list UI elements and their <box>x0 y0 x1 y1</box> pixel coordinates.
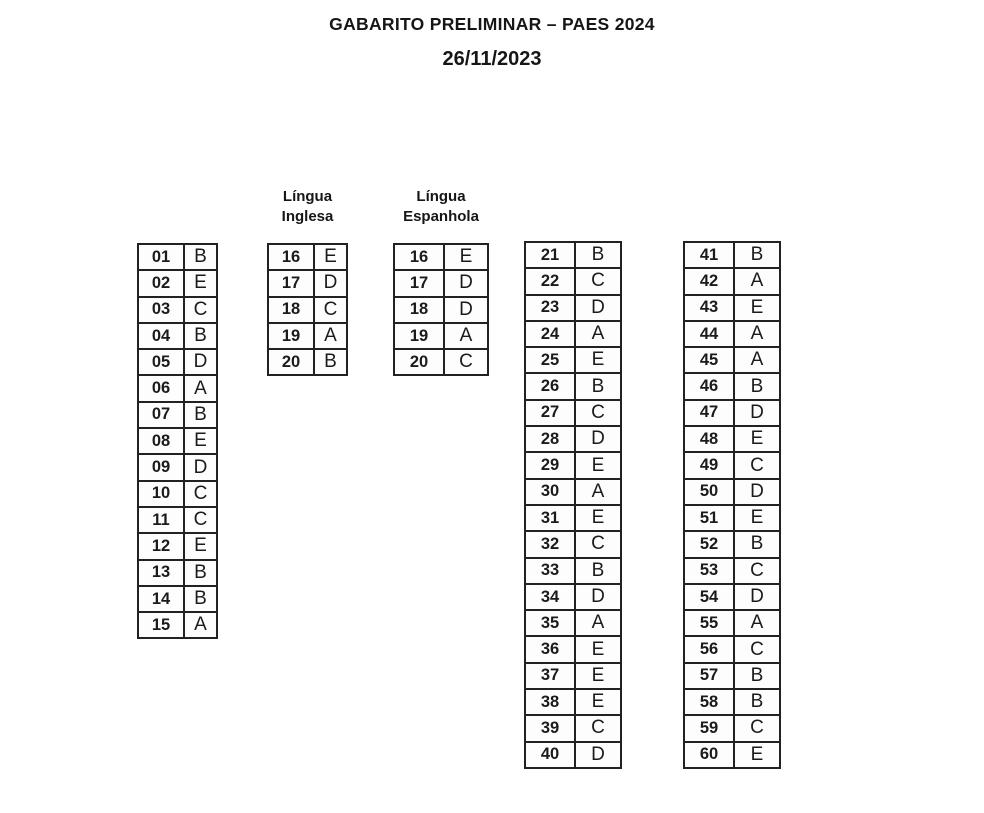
answer-row <box>525 373 621 399</box>
question-number: 54 <box>684 584 734 610</box>
answer-row <box>268 349 347 375</box>
answer-row <box>525 505 621 531</box>
answer-letter: D <box>575 742 621 768</box>
answer-letter: A <box>734 321 780 347</box>
lingua-inglesa-table <box>267 243 348 376</box>
answer-letter: D <box>734 400 780 426</box>
answer-row <box>138 402 217 428</box>
answer-row <box>138 586 217 612</box>
answer-row <box>138 560 217 586</box>
answer-letter: E <box>575 505 621 531</box>
answers-table-01-15-section <box>137 243 218 639</box>
page-date: 26/11/2023 <box>442 48 542 70</box>
question-number: 18 <box>394 297 444 323</box>
answer-letter: E <box>184 270 217 296</box>
question-number: 25 <box>525 347 575 373</box>
answer-letter: C <box>575 715 621 741</box>
lingua-espanhola-table <box>393 243 489 376</box>
question-number: 48 <box>684 426 734 452</box>
answer-row <box>138 454 217 480</box>
answers-table-41-60-section <box>683 241 781 769</box>
question-number: 33 <box>525 558 575 584</box>
question-number: 06 <box>138 375 184 401</box>
question-number: 29 <box>525 452 575 478</box>
question-number: 46 <box>684 373 734 399</box>
answer-letter: D <box>444 297 488 323</box>
language-header-line: Língua <box>282 188 333 205</box>
answer-letter: A <box>575 479 621 505</box>
question-number: 17 <box>394 270 444 296</box>
answer-letter: E <box>314 244 347 270</box>
question-number: 19 <box>268 323 314 349</box>
question-number: 56 <box>684 636 734 662</box>
question-number: 53 <box>684 558 734 584</box>
answer-letter: B <box>734 242 780 268</box>
answer-letter: A <box>734 268 780 294</box>
answer-row <box>525 426 621 452</box>
question-number: 27 <box>525 400 575 426</box>
answer-row <box>684 452 780 478</box>
answer-row <box>684 742 780 768</box>
answer-row <box>525 295 621 321</box>
question-number: 09 <box>138 454 184 480</box>
answer-letter: E <box>575 689 621 715</box>
answer-row <box>684 584 780 610</box>
answer-row <box>684 689 780 715</box>
answer-letter: C <box>444 349 488 375</box>
answer-row <box>525 558 621 584</box>
answer-letter: D <box>575 584 621 610</box>
answer-letter: C <box>314 297 347 323</box>
answer-row <box>138 323 217 349</box>
answer-letter: A <box>314 323 347 349</box>
question-number: 24 <box>525 321 575 347</box>
question-number: 03 <box>138 297 184 323</box>
question-number: 02 <box>138 270 184 296</box>
answer-row <box>684 636 780 662</box>
question-number: 15 <box>138 612 184 638</box>
answer-row <box>138 612 217 638</box>
question-number: 22 <box>525 268 575 294</box>
answer-letter: B <box>184 323 217 349</box>
question-number: 52 <box>684 531 734 557</box>
answer-letter: A <box>575 321 621 347</box>
answer-letter: D <box>184 454 217 480</box>
answer-row <box>684 373 780 399</box>
question-number: 44 <box>684 321 734 347</box>
answer-row <box>525 584 621 610</box>
answer-row <box>684 426 780 452</box>
answer-letter: E <box>575 452 621 478</box>
question-number: 40 <box>525 742 575 768</box>
answer-letter: A <box>734 610 780 636</box>
question-number: 12 <box>138 533 184 559</box>
answer-letter: C <box>734 636 780 662</box>
answer-letter: E <box>184 533 217 559</box>
question-number: 21 <box>525 242 575 268</box>
answer-row <box>525 242 621 268</box>
question-number: 37 <box>525 663 575 689</box>
language-header-line: Inglesa <box>281 207 334 225</box>
answer-row <box>684 400 780 426</box>
question-number: 11 <box>138 507 184 533</box>
answer-row <box>684 505 780 531</box>
question-number: 47 <box>684 400 734 426</box>
question-number: 43 <box>684 295 734 321</box>
answer-row <box>525 531 621 557</box>
answer-letter: C <box>184 297 217 323</box>
answer-row <box>684 479 780 505</box>
answer-letter: C <box>734 452 780 478</box>
question-number: 59 <box>684 715 734 741</box>
lingua-espanhola-header <box>393 187 489 226</box>
answer-row <box>268 244 347 270</box>
question-number: 58 <box>684 689 734 715</box>
answer-letter: C <box>734 715 780 741</box>
answer-letter: A <box>184 612 217 638</box>
answer-letter: E <box>184 428 217 454</box>
answer-letter: B <box>184 402 217 428</box>
answer-row <box>138 244 217 270</box>
question-number: 36 <box>525 636 575 662</box>
question-number: 05 <box>138 349 184 375</box>
answer-row <box>684 715 780 741</box>
answer-row <box>684 242 780 268</box>
answer-row <box>138 297 217 323</box>
answer-letter: B <box>184 586 217 612</box>
answer-letter: B <box>575 373 621 399</box>
answer-letter: C <box>575 531 621 557</box>
answer-letter: D <box>575 426 621 452</box>
answer-row <box>684 558 780 584</box>
question-number: 49 <box>684 452 734 478</box>
question-number: 20 <box>394 349 444 375</box>
answer-row <box>138 533 217 559</box>
answer-row <box>138 481 217 507</box>
answer-letter: B <box>734 689 780 715</box>
answer-row <box>525 321 621 347</box>
answers-table-21-40 <box>524 241 622 769</box>
answer-row <box>394 244 488 270</box>
answer-row <box>525 715 621 741</box>
answers-table-21-40-section <box>524 241 622 769</box>
question-number: 41 <box>684 242 734 268</box>
answer-letter: B <box>575 558 621 584</box>
answer-letter: E <box>444 244 488 270</box>
question-number: 31 <box>525 505 575 531</box>
question-number: 10 <box>138 481 184 507</box>
answer-row <box>394 323 488 349</box>
question-number: 50 <box>684 479 734 505</box>
answer-row <box>684 610 780 636</box>
answer-row <box>684 321 780 347</box>
answer-letter: D <box>314 270 347 296</box>
lingua-inglesa-section <box>267 188 348 376</box>
question-number: 20 <box>268 349 314 375</box>
question-number: 07 <box>138 402 184 428</box>
language-header-line: Espanhola <box>403 207 479 225</box>
answers-table-41-60 <box>683 241 781 769</box>
answer-letter: C <box>575 400 621 426</box>
question-number: 01 <box>138 244 184 270</box>
answer-letter: B <box>184 560 217 586</box>
answer-letter: E <box>734 295 780 321</box>
question-number: 04 <box>138 323 184 349</box>
answer-letter: D <box>734 479 780 505</box>
question-number: 14 <box>138 586 184 612</box>
question-number: 42 <box>684 268 734 294</box>
answer-row <box>394 349 488 375</box>
answer-letter: E <box>734 426 780 452</box>
question-number: 16 <box>268 244 314 270</box>
answer-row <box>684 295 780 321</box>
question-number: 23 <box>525 295 575 321</box>
question-number: 19 <box>394 323 444 349</box>
answer-row <box>525 479 621 505</box>
question-number: 32 <box>525 531 575 557</box>
answer-row <box>394 297 488 323</box>
answer-letter: B <box>734 663 780 689</box>
question-number: 30 <box>525 479 575 505</box>
lingua-inglesa-header <box>267 187 348 226</box>
answer-row <box>684 663 780 689</box>
answer-row <box>525 347 621 373</box>
answer-letter: E <box>734 742 780 768</box>
answer-row <box>138 270 217 296</box>
answer-row <box>525 742 621 768</box>
answer-letter: B <box>575 242 621 268</box>
answer-row <box>525 610 621 636</box>
answer-letter: B <box>734 531 780 557</box>
answer-row <box>138 428 217 454</box>
answer-letter: A <box>444 323 488 349</box>
answer-letter: D <box>734 584 780 610</box>
answer-letter: B <box>314 349 347 375</box>
answer-row <box>268 297 347 323</box>
answer-row <box>684 531 780 557</box>
question-number: 51 <box>684 505 734 531</box>
answer-row <box>138 507 217 533</box>
answer-letter: C <box>575 268 621 294</box>
answer-row <box>138 349 217 375</box>
page-title: GABARITO PRELIMINAR – PAES 2024 <box>329 14 655 34</box>
answer-letter: D <box>575 295 621 321</box>
answer-row <box>138 375 217 401</box>
lingua-espanhola-section <box>393 188 489 376</box>
question-number: 08 <box>138 428 184 454</box>
question-number: 26 <box>525 373 575 399</box>
answer-letter: B <box>184 244 217 270</box>
answer-letter: C <box>734 558 780 584</box>
question-number: 60 <box>684 742 734 768</box>
answer-row <box>525 636 621 662</box>
answers-table-01-15 <box>137 243 218 639</box>
answer-row <box>394 270 488 296</box>
answer-letter: A <box>575 610 621 636</box>
answer-letter: E <box>734 505 780 531</box>
answer-row <box>268 270 347 296</box>
question-number: 28 <box>525 426 575 452</box>
answer-row <box>684 268 780 294</box>
answer-row <box>684 347 780 373</box>
answer-row <box>268 323 347 349</box>
answer-row <box>525 452 621 478</box>
question-number: 18 <box>268 297 314 323</box>
answer-letter: E <box>575 636 621 662</box>
answer-letter: E <box>575 663 621 689</box>
answer-letter: A <box>184 375 217 401</box>
answer-letter: D <box>184 349 217 375</box>
answer-letter: B <box>734 373 780 399</box>
answer-row <box>525 689 621 715</box>
language-header-line: Língua <box>416 188 466 205</box>
question-number: 13 <box>138 560 184 586</box>
answer-letter: D <box>444 270 488 296</box>
question-number: 45 <box>684 347 734 373</box>
answer-letter: C <box>184 481 217 507</box>
question-number: 17 <box>268 270 314 296</box>
answer-row <box>525 663 621 689</box>
question-number: 34 <box>525 584 575 610</box>
answer-row <box>525 400 621 426</box>
question-number: 55 <box>684 610 734 636</box>
answer-letter: A <box>734 347 780 373</box>
question-number: 35 <box>525 610 575 636</box>
question-number: 39 <box>525 715 575 741</box>
question-number: 38 <box>525 689 575 715</box>
answer-row <box>525 268 621 294</box>
answer-letter: E <box>575 347 621 373</box>
question-number: 16 <box>394 244 444 270</box>
answer-letter: C <box>184 507 217 533</box>
question-number: 57 <box>684 663 734 689</box>
